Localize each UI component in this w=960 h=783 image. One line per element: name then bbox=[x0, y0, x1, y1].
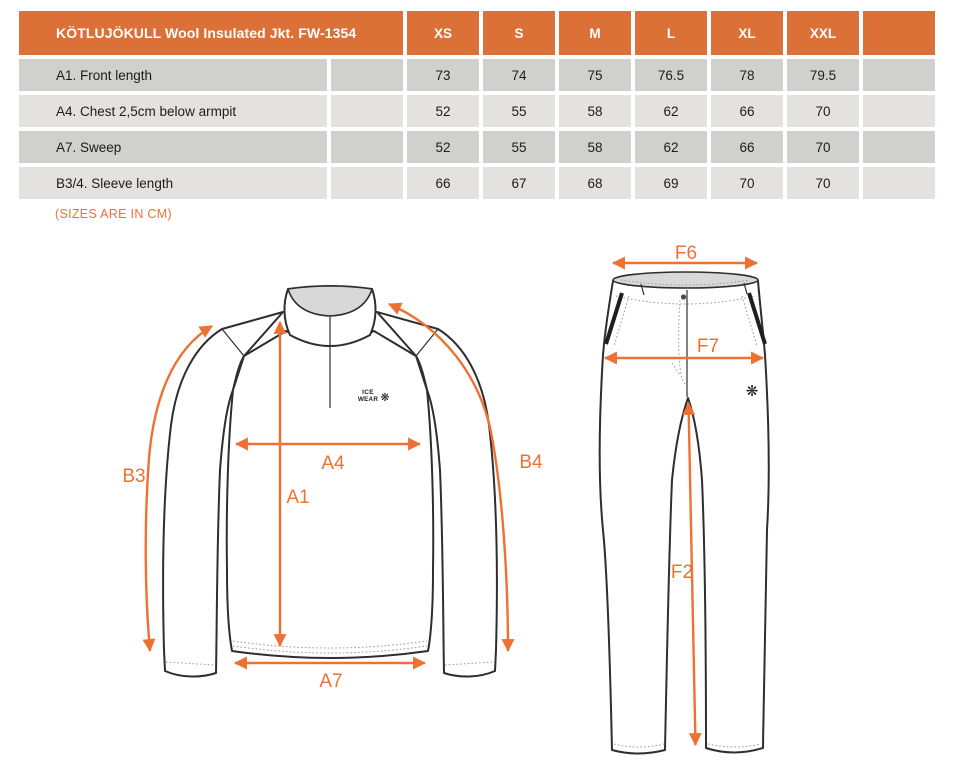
spacer-cell bbox=[331, 59, 403, 91]
value-cell: 58 bbox=[559, 95, 631, 127]
jacket-logo-ice: ICE bbox=[362, 389, 374, 396]
pants-diagram bbox=[575, 240, 790, 780]
pants-snowflake-icon: ❋ bbox=[745, 382, 759, 400]
value-cell: 66 bbox=[711, 95, 783, 127]
b4-label: B4 bbox=[519, 452, 543, 473]
sizes-in-cm-note: (SIZES ARE IN CM) bbox=[55, 207, 172, 221]
spacer-cell bbox=[331, 167, 403, 199]
jacket-logo-wear: WEAR bbox=[357, 396, 379, 403]
value-cell: 52 bbox=[407, 95, 479, 127]
value-cell: 69 bbox=[635, 167, 707, 199]
size-header-xxl: XXL bbox=[787, 11, 859, 55]
table-row bbox=[19, 131, 935, 163]
spacer-cell bbox=[331, 131, 403, 163]
trailing-cell bbox=[863, 167, 935, 199]
value-cell: 73 bbox=[407, 59, 479, 91]
b3-label: B3 bbox=[122, 466, 146, 487]
value-cell: 74 bbox=[483, 59, 555, 91]
row-label: A4. Chest 2,5cm below armpit bbox=[19, 95, 327, 127]
value-cell: 70 bbox=[787, 167, 859, 199]
value-cell: 62 bbox=[635, 131, 707, 163]
value-cell: 67 bbox=[483, 167, 555, 199]
pants-drawing bbox=[600, 272, 769, 754]
size-header-xl: XL bbox=[711, 11, 783, 55]
pants-body bbox=[600, 281, 769, 754]
value-cell: 70 bbox=[787, 95, 859, 127]
value-cell: 58 bbox=[559, 131, 631, 163]
value-cell: 70 bbox=[787, 131, 859, 163]
value-cell: 66 bbox=[407, 167, 479, 199]
table-row bbox=[19, 59, 935, 91]
value-cell: 68 bbox=[559, 167, 631, 199]
size-header-xs: XS bbox=[407, 11, 479, 55]
row-label: A1. Front length bbox=[19, 59, 327, 91]
row-label: B3/4. Sleeve length bbox=[19, 167, 327, 199]
value-cell: 70 bbox=[711, 167, 783, 199]
value-cell: 66 bbox=[711, 131, 783, 163]
size-header-trailing bbox=[863, 11, 935, 55]
a7-label: A7 bbox=[319, 671, 343, 692]
value-cell: 75 bbox=[559, 59, 631, 91]
trailing-cell bbox=[863, 131, 935, 163]
size-header-l: L bbox=[635, 11, 707, 55]
a1-label: A1 bbox=[286, 487, 310, 508]
value-cell: 52 bbox=[407, 131, 479, 163]
waist-button bbox=[681, 294, 686, 299]
table-row bbox=[19, 95, 935, 127]
value-cell: 78 bbox=[711, 59, 783, 91]
size-table bbox=[15, 7, 939, 203]
a4-label: A4 bbox=[321, 453, 345, 474]
value-cell: 76.5 bbox=[635, 59, 707, 91]
size-header-s: S bbox=[483, 11, 555, 55]
value-cell: 79.5 bbox=[787, 59, 859, 91]
trailing-cell bbox=[863, 59, 935, 91]
spacer-cell bbox=[331, 95, 403, 127]
size-header-m: M bbox=[559, 11, 631, 55]
row-label: A7. Sweep bbox=[19, 131, 327, 163]
waistband-top bbox=[613, 272, 758, 288]
value-cell: 55 bbox=[483, 131, 555, 163]
table-header-row bbox=[19, 11, 935, 55]
table-row bbox=[19, 167, 935, 199]
f7-label: F7 bbox=[696, 336, 720, 357]
value-cell: 62 bbox=[635, 95, 707, 127]
trailing-cell bbox=[863, 95, 935, 127]
jacket-diagram bbox=[85, 268, 565, 700]
f2-label: F2 bbox=[670, 562, 694, 583]
value-cell: 55 bbox=[483, 95, 555, 127]
product-title: KÖTLUJÖKULL Wool Insulated Jkt. FW-1354 bbox=[19, 11, 403, 55]
f6-label: F6 bbox=[674, 243, 698, 264]
jacket-logo-snowflake-icon: ❋ bbox=[380, 391, 390, 404]
